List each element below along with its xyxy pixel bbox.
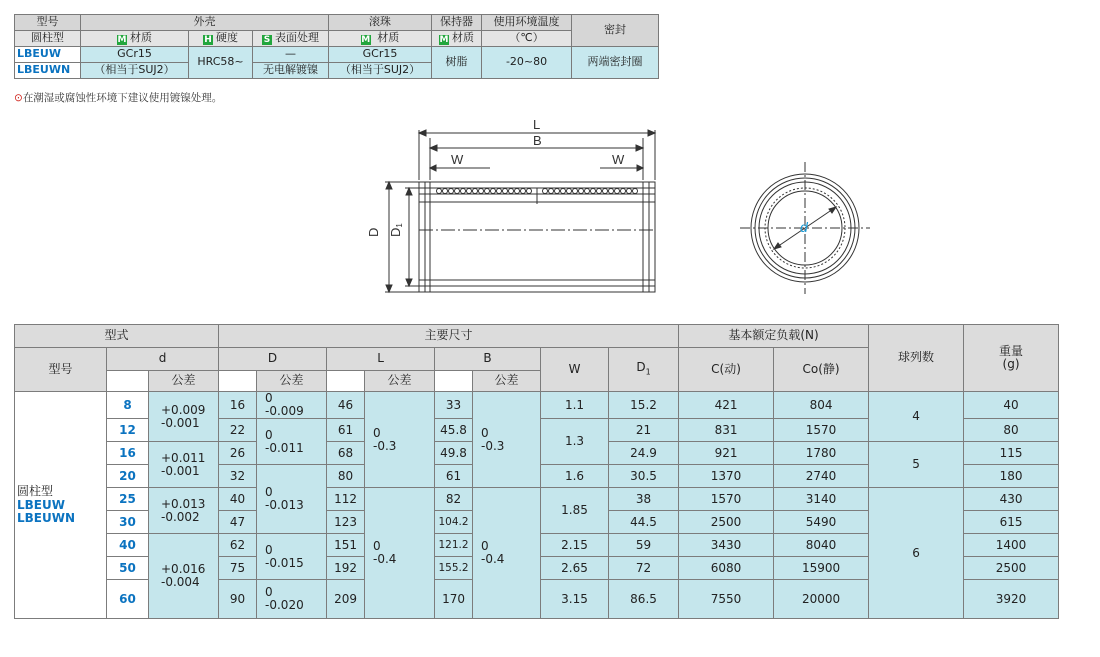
load-Co: 1780 (774, 442, 869, 465)
d-tolerance: +0.016 -0.004 (149, 534, 219, 619)
dim-L: 192 (327, 557, 365, 580)
spec-ball-material-note: （相当于SUJ2） (329, 63, 432, 79)
dim-D: 32 (219, 465, 257, 488)
dim-L-label: L (533, 117, 541, 132)
header-form: 型式 (15, 325, 219, 348)
weight: 115 (964, 442, 1059, 465)
usage-note (14, 90, 222, 105)
D-tolerance: 0 -0.015 (257, 534, 327, 580)
load-Co: 15900 (774, 557, 869, 580)
dim-B: 61 (435, 465, 473, 488)
bushing-front-view (740, 162, 870, 294)
spec-header-ball-material: M 材质 (329, 31, 432, 47)
dim-D1: 59 (609, 534, 679, 557)
header-W: W (541, 348, 609, 392)
dim-B: 121.2 (435, 534, 473, 557)
dim-W: 3.15 (541, 580, 609, 619)
dim-D1: 72 (609, 557, 679, 580)
dim-D: 40 (219, 488, 257, 511)
dim-B: 82 (435, 488, 473, 511)
spec-outer-material-note: （相当于SUJ2） (81, 63, 189, 79)
spec-header-temp: 使用环境温度 (482, 15, 572, 31)
load-C: 3430 (679, 534, 774, 557)
header-D: D (219, 348, 327, 371)
header-Co-static: Co(静) (774, 348, 869, 392)
load-C: 1570 (679, 488, 774, 511)
dim-L: 61 (327, 419, 365, 442)
load-Co: 2740 (774, 465, 869, 488)
header-weight: 重量 (g) (964, 325, 1059, 392)
header-rated-load: 基本额定负载(N) (679, 325, 869, 348)
header-L-blank (327, 371, 365, 392)
spec-ball-material: GCr15 (329, 47, 432, 63)
dim-L: 112 (327, 488, 365, 511)
dim-D1: 15.2 (609, 392, 679, 419)
spec-seal: 两端密封圈 (572, 47, 659, 79)
header-d-blank (107, 371, 149, 392)
bushing-side-view (355, 112, 675, 302)
load-C: 921 (679, 442, 774, 465)
spec-header-seal: 密封 (572, 15, 659, 47)
table-row (15, 488, 1059, 511)
load-Co: 3140 (774, 488, 869, 511)
L-tolerance: 0 -0.3 (365, 392, 435, 488)
spec-header-ball: 滚珠 (329, 15, 432, 31)
weight: 615 (964, 511, 1059, 534)
spec-header-temp-unit: （℃） (482, 31, 572, 47)
dim-B: 104.2 (435, 511, 473, 534)
dim-W-left-label: W (451, 152, 464, 167)
dim-W: 1.1 (541, 392, 609, 419)
spec-temp: -20~80 (482, 47, 572, 79)
dim-D-label: D (366, 227, 381, 237)
load-Co: 5490 (774, 511, 869, 534)
L-tolerance: 0 -0.4 (365, 488, 435, 619)
dim-B: 45.8 (435, 419, 473, 442)
size-d: 16 (107, 442, 149, 465)
spec-header-retainer: 保持器 (432, 15, 482, 31)
dim-L: 68 (327, 442, 365, 465)
dim-B: 49.8 (435, 442, 473, 465)
dim-W-right-label: W (612, 152, 625, 167)
dim-D1: 24.9 (609, 442, 679, 465)
dim-d-label: d (800, 219, 808, 235)
D-tolerance: 0 -0.009 (257, 392, 327, 419)
dim-D1: 38 (609, 488, 679, 511)
header-d-tol: 公差 (149, 371, 219, 392)
dim-D: 90 (219, 580, 257, 619)
material-m-icon: M (361, 35, 371, 45)
weight: 1400 (964, 534, 1059, 557)
load-Co: 8040 (774, 534, 869, 557)
spec-header-model: 型号 (15, 15, 81, 31)
spec-model-lbeuwn: LBEUWN (15, 63, 81, 79)
d-tolerance: +0.011 -0.001 (149, 442, 219, 488)
D-tolerance: 0 -0.020 (257, 580, 327, 619)
dim-D1: 86.5 (609, 580, 679, 619)
spec-model-lbeuw: LBEUW (15, 47, 81, 63)
load-C: 7550 (679, 580, 774, 619)
material-m-icon: M (117, 35, 127, 45)
dim-W: 1.3 (541, 419, 609, 465)
size-d: 12 (107, 419, 149, 442)
header-D-blank (219, 371, 257, 392)
size-d: 8 (107, 392, 149, 419)
dim-D: 22 (219, 419, 257, 442)
spec-header-surface: S 表面处理 (253, 31, 329, 47)
dim-L: 80 (327, 465, 365, 488)
header-C-dynamic: C(动) (679, 348, 774, 392)
load-C: 421 (679, 392, 774, 419)
dim-L: 209 (327, 580, 365, 619)
size-d: 60 (107, 580, 149, 619)
spec-header-retainer-material: M 材质 (432, 31, 482, 47)
dim-B: 33 (435, 392, 473, 419)
dim-D: 62 (219, 534, 257, 557)
table-row (15, 392, 1059, 419)
dim-B: 155.2 (435, 557, 473, 580)
dim-L: 123 (327, 511, 365, 534)
header-B-tol: 公差 (473, 371, 541, 392)
spec-surface-2: 无电解镀镍 (253, 63, 329, 79)
dim-W: 1.85 (541, 488, 609, 534)
model-name-cell: 圆柱型 LBEUW LBEUWN (15, 392, 107, 619)
dim-B: 170 (435, 580, 473, 619)
dim-D: 75 (219, 557, 257, 580)
dim-W: 2.65 (541, 557, 609, 580)
weight: 430 (964, 488, 1059, 511)
spec-outer-material: GCr15 (81, 47, 189, 63)
material-m-icon: M (439, 35, 449, 45)
header-model: 型号 (15, 348, 107, 392)
header-B: B (435, 348, 541, 371)
D-tolerance: 0 -0.013 (257, 465, 327, 534)
surface-s-icon: S (263, 35, 271, 45)
dim-L: 46 (327, 392, 365, 419)
spec-retainer: 树脂 (432, 47, 482, 79)
dim-D1-label: D1 (388, 223, 404, 237)
hardness-h-icon: H (204, 35, 212, 45)
header-D1: $D_1$ (609, 348, 679, 392)
B-tolerance: 0 -0.3 (473, 392, 541, 488)
dimensions-table (14, 324, 1059, 619)
spec-header-cyl-type: 圆柱型 (15, 31, 81, 47)
spec-surface-1: — (253, 47, 329, 63)
dim-W: 1.6 (541, 465, 609, 488)
dim-D1: 30.5 (609, 465, 679, 488)
weight: 80 (964, 419, 1059, 442)
dim-D1: 21 (609, 419, 679, 442)
dim-B-label: B (533, 133, 542, 148)
dim-W: 2.15 (541, 534, 609, 557)
d-tolerance: +0.009 -0.001 (149, 392, 219, 442)
load-C: 831 (679, 419, 774, 442)
load-Co: 1570 (774, 419, 869, 442)
weight: 2500 (964, 557, 1059, 580)
warning-icon: ⊙ (14, 92, 23, 104)
material-spec-table (14, 14, 659, 79)
d-tolerance: +0.013 -0.002 (149, 488, 219, 534)
dim-D: 16 (219, 392, 257, 419)
header-D-tol: 公差 (257, 371, 327, 392)
header-d: d (107, 348, 219, 371)
header-L: L (327, 348, 435, 371)
size-d: 30 (107, 511, 149, 534)
header-B-blank (435, 371, 473, 392)
ball-rows: 5 (869, 442, 964, 488)
spec-header-hardness: H 硬度 (189, 31, 253, 47)
header-L-tol: 公差 (365, 371, 435, 392)
dim-L: 151 (327, 534, 365, 557)
weight: 180 (964, 465, 1059, 488)
usage-note-text: 在潮湿或腐蚀性环境下建议使用镀镍处理。 (22, 92, 223, 104)
header-main-dims: 主要尺寸 (219, 325, 679, 348)
dim-D: 26 (219, 442, 257, 465)
spec-header-outer-material: M 材质 (81, 31, 189, 47)
load-Co: 804 (774, 392, 869, 419)
weight: 3920 (964, 580, 1059, 619)
D-tolerance: 0 -0.011 (257, 419, 327, 465)
ball-rows: 4 (869, 392, 964, 442)
spec-hardness: HRC58~ (189, 47, 253, 79)
size-d: 40 (107, 534, 149, 557)
load-C: 1370 (679, 465, 774, 488)
spec-header-outer: 外壳 (81, 15, 329, 31)
weight: 40 (964, 392, 1059, 419)
ball-rows: 6 (869, 488, 964, 619)
load-Co: 20000 (774, 580, 869, 619)
size-d: 25 (107, 488, 149, 511)
dim-D1: 44.5 (609, 511, 679, 534)
size-d: 20 (107, 465, 149, 488)
load-C: 2500 (679, 511, 774, 534)
size-d: 50 (107, 557, 149, 580)
dim-D: 47 (219, 511, 257, 534)
load-C: 6080 (679, 557, 774, 580)
header-ball-rows: 球列数 (869, 325, 964, 392)
B-tolerance: 0 -0.4 (473, 488, 541, 619)
